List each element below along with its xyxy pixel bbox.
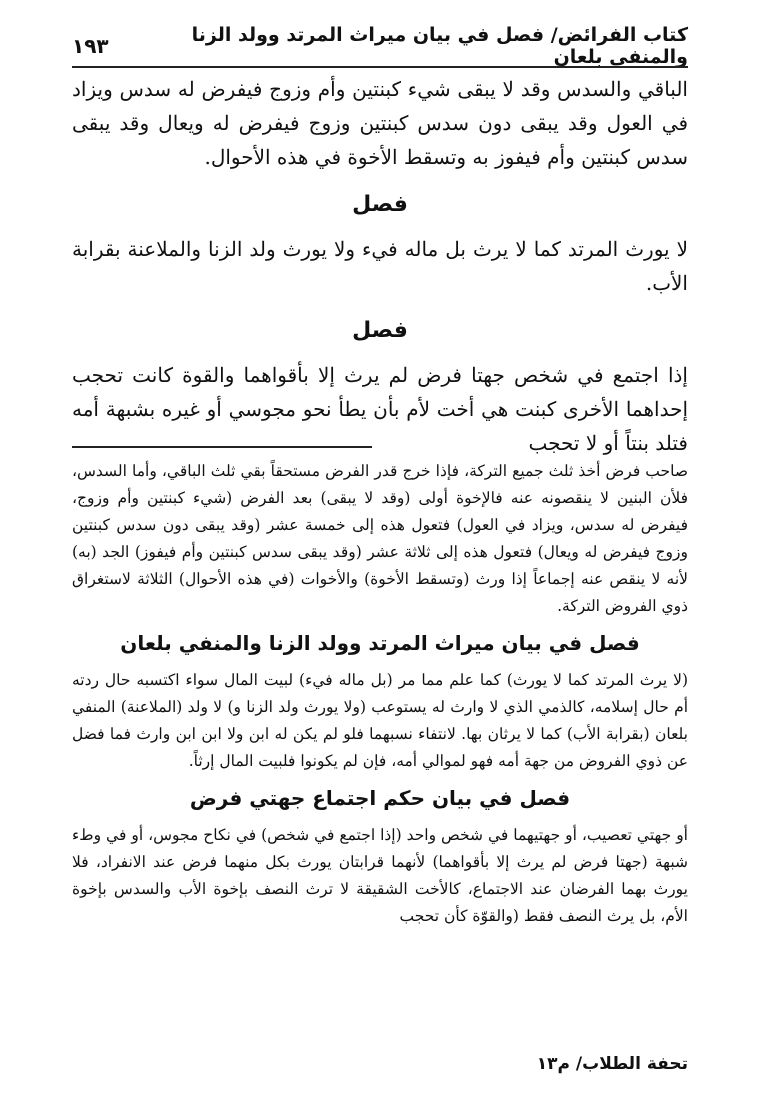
main-paragraph-1: الباقي والسدس وقد لا يبقى شيء كبنتين وأم وزوج فيفرض له سدس ويزاد في العول وقد يبقى دون سدس كبنتين وزوج فيفرض له ويعال وقد يبقى سدس كبنتين وأم فيفوز به وتسقط الأخوة في هذه الأحوال. <box>72 77 688 169</box>
text-separator-rule <box>72 446 372 448</box>
commentary-paragraph-1: صاحب فرض أخذ ثلث جميع التركة، فإذا خرج قدر الفرض مستحقاً بقي ثلث الباقي، وأما السدس، فلأن البنين لا ينقصونه عنه فالإخوة أولى (وقد لا يبقى) بعد الفرض (شيء كبنتين وأم وزوج، فيفرض له سدس، ويزاد في العول) فتعول هذه إلى خمسة عشر (وقد يبقى دون سدس كبنتين وزوج فيفرض له ويعال) فتعول هذه إلى ثلاثة عشر (وقد يبقى سدس كبنتين وأم فيفوز) الجد (به) لأنه لا ينقص عنه إجماعاً إذا ورث (وتسقط الأخوة) والأخوات (في هذه الأحوال) الثلاثة لاستغراق ذوي الفروض التركة. <box>72 462 688 615</box>
commentary-text <box>72 458 688 930</box>
header-rule <box>72 66 688 68</box>
section-heading-1: فصل <box>352 192 408 217</box>
signature-mark: تحفة الطلاب/ م١٣ <box>536 1054 688 1074</box>
main-text <box>72 72 688 460</box>
main-paragraph-2: لا يورث المرتد كما لا يرث بل ماله فيء ولا يورث ولد الزنا والملاعنة بقرابة الأب. <box>72 237 688 295</box>
main-paragraph-3: إذا اجتمع في شخص جهتا فرض لم يرث إلا بأقواهما والقوة كانت تحجب إحداهما الأخرى كبنت هي أخت لأم بأن يطأ نحو مجوسي أو غيره بشبهة أمه فتلد بنتاً أو لا تحجب <box>72 363 688 455</box>
commentary-heading-1: فصل في بيان ميراث المرتد وولد الزنا والمنفي بلعان <box>120 631 640 655</box>
commentary-paragraph-2: (لا يرث المرتد كما لا يورث) كما علم مما مر (بل ماله فيء) لبيت المال سواء اكتسبه حال ردته أم حال إسلامه، كالذمي الذي لا وارث له يستوعب (ولا يورث ولد الزنا و) لا ولد (الملاعنة) المنفي بلعان (بقرابة الأب) كما لا يرثان بها. لانتفاء نسبهما فلو لم يكن له ابن ولا ابن ابن وارث فما فضل عن ذوي الفروض من جهة أمه فهو لموالي أمه، فإن لم يكونوا فلبيت المال إرثاً. <box>72 671 688 770</box>
page-number: ١٩٣ <box>72 34 109 58</box>
header-title: كتاب الفرائض/ فصل في بيان ميراث المرتد وولد الزنا والمنفي بلعان <box>191 24 688 68</box>
running-header <box>72 24 688 68</box>
commentary-heading-2: فصل في بيان حكم اجتماع جهتي فرض <box>189 786 571 810</box>
commentary-paragraph-3: أو جهتي تعصيب، أو جهتيهما في شخص واحد (إذا اجتمع في شخص) في نكاح مجوس، أو في وطء شبهة (جهتا فرض لم يرث إلا بأقواهما) لأنهما قرابتان يورث بكل منهما فرض عند الانفراد، فلا يورث بهما الفرضان عند الاجتماع، كالأخت الشقيقة لا ترث النصف بإخوة الأب والسدس بإخوة الأم، بل يرث النصف فقط (والقوّة كأن تحجب <box>72 826 688 925</box>
section-heading-2: فصل <box>352 318 408 343</box>
